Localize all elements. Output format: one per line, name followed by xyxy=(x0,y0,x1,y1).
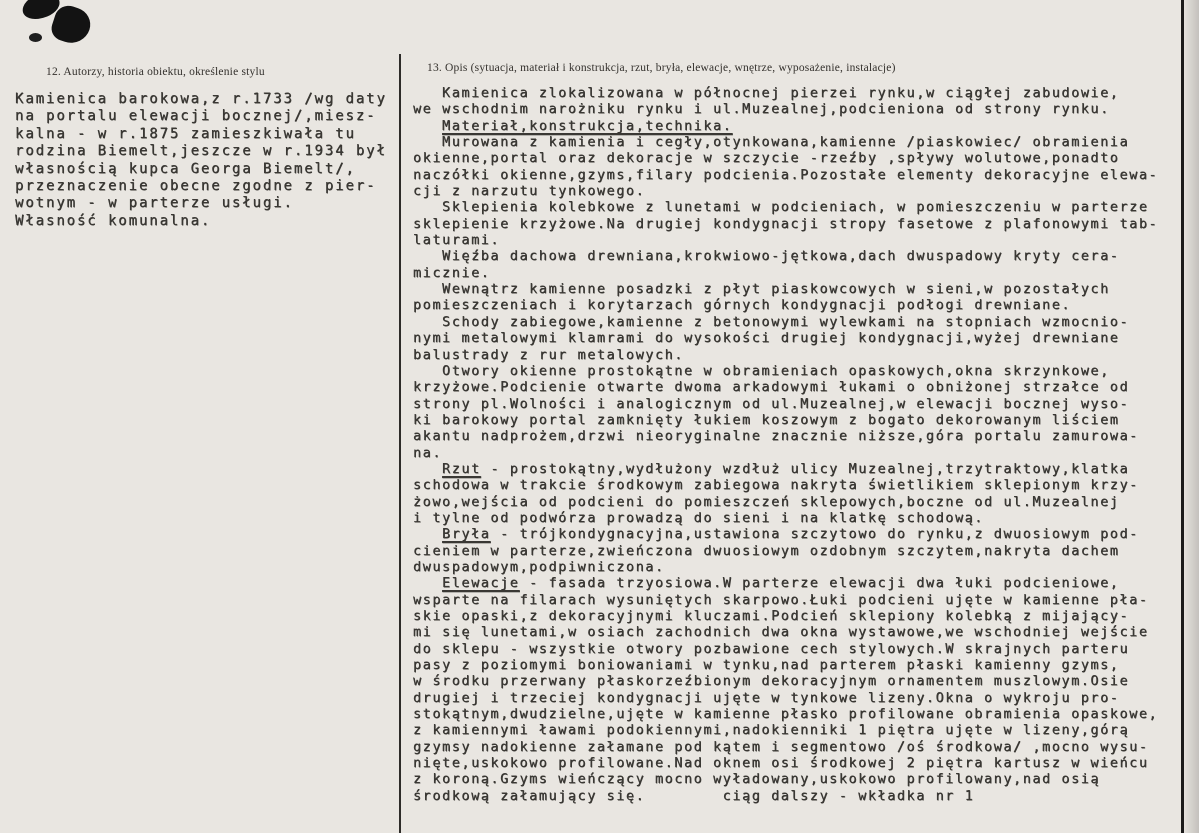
scan-edge-shading xyxy=(1184,0,1199,833)
text-run: w środku przerwany płaskorzeźbionym dekoracyjnym ornamentem muszlowym.Osie xyxy=(413,673,1130,690)
section-13-text xyxy=(413,85,1181,804)
text-line xyxy=(413,706,1181,722)
text-line xyxy=(413,543,1181,559)
text-line xyxy=(413,265,1181,281)
text-line xyxy=(413,624,1181,640)
text-run xyxy=(413,526,442,542)
text-run: i tylne od podwórza prowadzą do sieni i na klatkę schodową. xyxy=(413,509,984,526)
text-run: z kamiennymi ławami podokiennymi,nadokienniki 1 piętra ujęte w lizeny,górą xyxy=(413,722,1130,739)
section-12-header: 12. Autorzy, historia obiektu, określenie stylu xyxy=(46,66,265,78)
underlined-heading: Rzut xyxy=(442,460,481,477)
text-line xyxy=(413,150,1181,166)
text-line xyxy=(413,771,1181,787)
text-line xyxy=(413,85,1181,101)
text-line xyxy=(15,213,397,230)
text-run: okienne,portal oraz dekoracje w szczycie -rzeźby ,spływy wolutowe,ponadto xyxy=(413,150,1120,167)
text-line xyxy=(413,559,1181,575)
text-run: przeznaczenie obecne zgodne z pier- xyxy=(15,178,377,195)
text-run: - prostokątny,wydłużony wzdłuż ulicy Muzealnej,trzytraktowy,klatka xyxy=(480,460,1130,477)
text-run: micznie. xyxy=(413,264,491,281)
text-run: Schody zabiegowe,kamienne z betonowymi wylewkami na stopniach wzmocnio- xyxy=(413,313,1130,330)
text-run: cji z narzutu tynkowego. xyxy=(413,183,646,200)
scan-edge-line xyxy=(1181,0,1184,833)
text-line xyxy=(413,118,1181,134)
text-run xyxy=(413,461,442,477)
text-line xyxy=(413,510,1181,526)
text-run: drugiej i trzeciej kondygnacji ujęte w tynkowe lizeny.Okna o wykroju pro- xyxy=(413,689,1120,706)
text-run: Własność komunalna. xyxy=(15,212,212,229)
text-line xyxy=(413,722,1181,738)
text-run: Kamienica barokowa,z r.1733 /wg daty xyxy=(15,91,387,107)
text-line xyxy=(15,126,397,143)
text-line xyxy=(413,428,1181,444)
text-line xyxy=(413,575,1181,591)
text-run: strony pl.Wolności i analogicznym od ul.Muzealnej,w elewacji bocznej wyso- xyxy=(413,395,1130,412)
text-run: akantu nadprożem,drzwi nieoryginalne znacznie niższe,góra portalu zamurowa- xyxy=(413,428,1139,445)
text-line xyxy=(15,161,397,178)
text-line xyxy=(413,134,1181,150)
text-run: ki barokowy portal zamknięty łukiem koszowym z bogato dekorowanym liściem xyxy=(413,411,1120,428)
text-line xyxy=(413,232,1181,248)
text-line xyxy=(15,108,397,125)
text-line xyxy=(413,281,1181,297)
text-run: gzymsy nadokienne załamane pod kątem i segmentowo /oś środkowa/ ,mocno wysu- xyxy=(413,738,1149,755)
text-run: dwuspadowym,podpiwniczona. xyxy=(413,558,665,575)
text-line xyxy=(413,363,1181,379)
text-run: pomieszczeniach i korytarzach górnych kondygnacji podłogi drewniane. xyxy=(413,297,1072,314)
text-run: Więźba dachowa drewniana,krokwiowo-jętkowa,dach dwuspadowy kryty cera- xyxy=(413,248,1120,265)
text-run: Kamienica zlokalizowana w północnej pierzei rynku,w ciągłej zabudowie, xyxy=(413,85,1120,101)
text-line xyxy=(413,526,1181,542)
text-run: na portalu elewacji bocznej/,miesz- xyxy=(15,108,377,125)
text-line xyxy=(413,248,1181,264)
text-run: Otwory okienne prostokątne w obramieniach opaskowych,okna skrzynkowe, xyxy=(413,362,1110,379)
text-line xyxy=(413,755,1181,771)
text-run: sklepienie krzyżowe.Na drugiej kondygnacji stropy fasetowe z plafonowymi tab- xyxy=(413,215,1159,232)
text-line xyxy=(413,314,1181,330)
section-13-header: 13. Opis (sytuacja, materiał i konstrukcja, rzut, bryła, elewacje, wnętrze, wyposażenie, instalacje) xyxy=(427,62,896,74)
text-run: - trójkondygnacyjna,ustawiona szczytowo do rynku,z dwuosiowym pod- xyxy=(490,526,1139,543)
text-run: Sklepienia kolebkowe z lunetami w podcieniach, w pomieszczeniu w parterze xyxy=(413,199,1149,216)
text-line xyxy=(413,608,1181,624)
column-divider xyxy=(399,54,401,833)
text-run: kalna - w r.1875 zamieszkiwała tu xyxy=(15,125,356,142)
text-run: żowo,wejścia od podcieni do pomieszczeń sklepowych,boczne od ul.Muzealnej xyxy=(413,493,1120,510)
text-run: we wschodnim narożniku rynku i ul.Muzealnej,podcieniona od strony rynku. xyxy=(413,101,1110,118)
section-12-text xyxy=(15,91,397,230)
text-run: do sklepu - wszystkie otwory pozbawione cech stylowych.W skrajnych parteru xyxy=(413,640,1130,657)
text-line xyxy=(15,195,397,212)
text-run: nięte,uskokowo profilowane.Nad oknem osi środkowej 2 piętra kartusz w wieńcu xyxy=(413,755,1149,772)
text-line xyxy=(413,739,1181,755)
text-line xyxy=(413,461,1181,477)
ink-blot xyxy=(29,33,42,42)
underlined-heading: Materiał,konstrukcja,technika. xyxy=(442,117,733,134)
text-line xyxy=(413,690,1181,706)
text-line xyxy=(15,91,397,108)
text-line xyxy=(413,445,1181,461)
text-run: stokątnym,dwudzielne,ujęte w kamienne płasko profilowane obramienia opaskowe, xyxy=(413,706,1159,723)
text-run: nymi metalowymi klamrami do wysokości drugiej kondygnacji,wyżej drewniane xyxy=(413,330,1120,347)
text-run: laturami. xyxy=(413,232,501,249)
text-run: rodzina Biemelt,jeszcze w r.1934 był xyxy=(15,143,387,160)
text-run: środkową załamujący się. ciąg dalszy - wkładka nr 1 xyxy=(413,787,975,804)
text-run: własnością kupca Georga Biemelt/, xyxy=(15,160,356,177)
text-line xyxy=(413,494,1181,510)
text-run xyxy=(413,575,442,591)
text-line xyxy=(413,101,1181,117)
text-run: Wewnątrz kamienne posadzki z płyt piaskowcowych w sieni,w pozostałych xyxy=(413,281,1110,298)
text-line xyxy=(413,477,1181,493)
text-run: z koroną.Gzyms wieńczący mocno wyładowany,uskokowo profilowany,nad osią xyxy=(413,771,1101,788)
text-line xyxy=(413,412,1181,428)
text-run: Murowana z kamienia i cegły,otynkowana,kamienne /piaskowiec/ obramienia xyxy=(413,134,1130,151)
text-line xyxy=(413,330,1181,346)
text-run xyxy=(413,118,442,134)
text-line xyxy=(413,379,1181,395)
text-run: pasy z poziomymi boniowaniami w tynku,nad parterem płaski kamienny gzyms, xyxy=(413,657,1120,674)
text-line xyxy=(413,297,1181,313)
text-run: schodowa w trakcie środkowym zabiegowa nakryta świetlikiem sklepionym krzy- xyxy=(413,477,1139,494)
text-run: balustrady z rur metalowych. xyxy=(413,346,684,363)
text-line xyxy=(413,167,1181,183)
text-line xyxy=(413,216,1181,232)
underlined-heading: Bryła xyxy=(442,526,491,543)
text-run: - fasada trzyosiowa.W parterze elewacji dwa łuki podcieniowe, xyxy=(519,575,1120,592)
text-line xyxy=(413,183,1181,199)
text-line xyxy=(413,673,1181,689)
text-line xyxy=(413,641,1181,657)
underlined-heading: Elewacje xyxy=(442,575,520,592)
text-line xyxy=(413,396,1181,412)
text-line xyxy=(15,143,397,160)
text-line xyxy=(413,199,1181,215)
text-run: na. xyxy=(413,444,443,461)
text-run: wsparte na filarach wysuniętych skarpowo.Łuki podcieni ujęte w kamienne pła- xyxy=(413,591,1149,608)
text-run: mi się lunetami,w osiach zachodnich dwa okna wystawowe,we wschodniej wejście xyxy=(413,624,1149,641)
text-run: skie opaski,z dekoracyjnymi kluczami.Podcień sklepiony kolebką z mijający- xyxy=(413,608,1130,624)
text-line xyxy=(413,592,1181,608)
text-run: krzyżowe.Podcienie otwarte dwoma arkadowymi łukami o obniżonej strzałce od xyxy=(413,379,1130,396)
text-line xyxy=(413,347,1181,363)
text-run: cieniem w parterze,zwieńczona dwuosiowym ozdobnym szczytem,nakryta dachem xyxy=(413,542,1120,559)
text-line xyxy=(413,657,1181,673)
text-run: wotnym - w parterze usługi. xyxy=(15,195,294,212)
text-line xyxy=(15,178,397,195)
text-run: naczółki okienne,gzyms,filary podcienia.Pozostałe elementy dekoracyjne elewa- xyxy=(413,166,1159,183)
text-line xyxy=(413,788,1181,804)
